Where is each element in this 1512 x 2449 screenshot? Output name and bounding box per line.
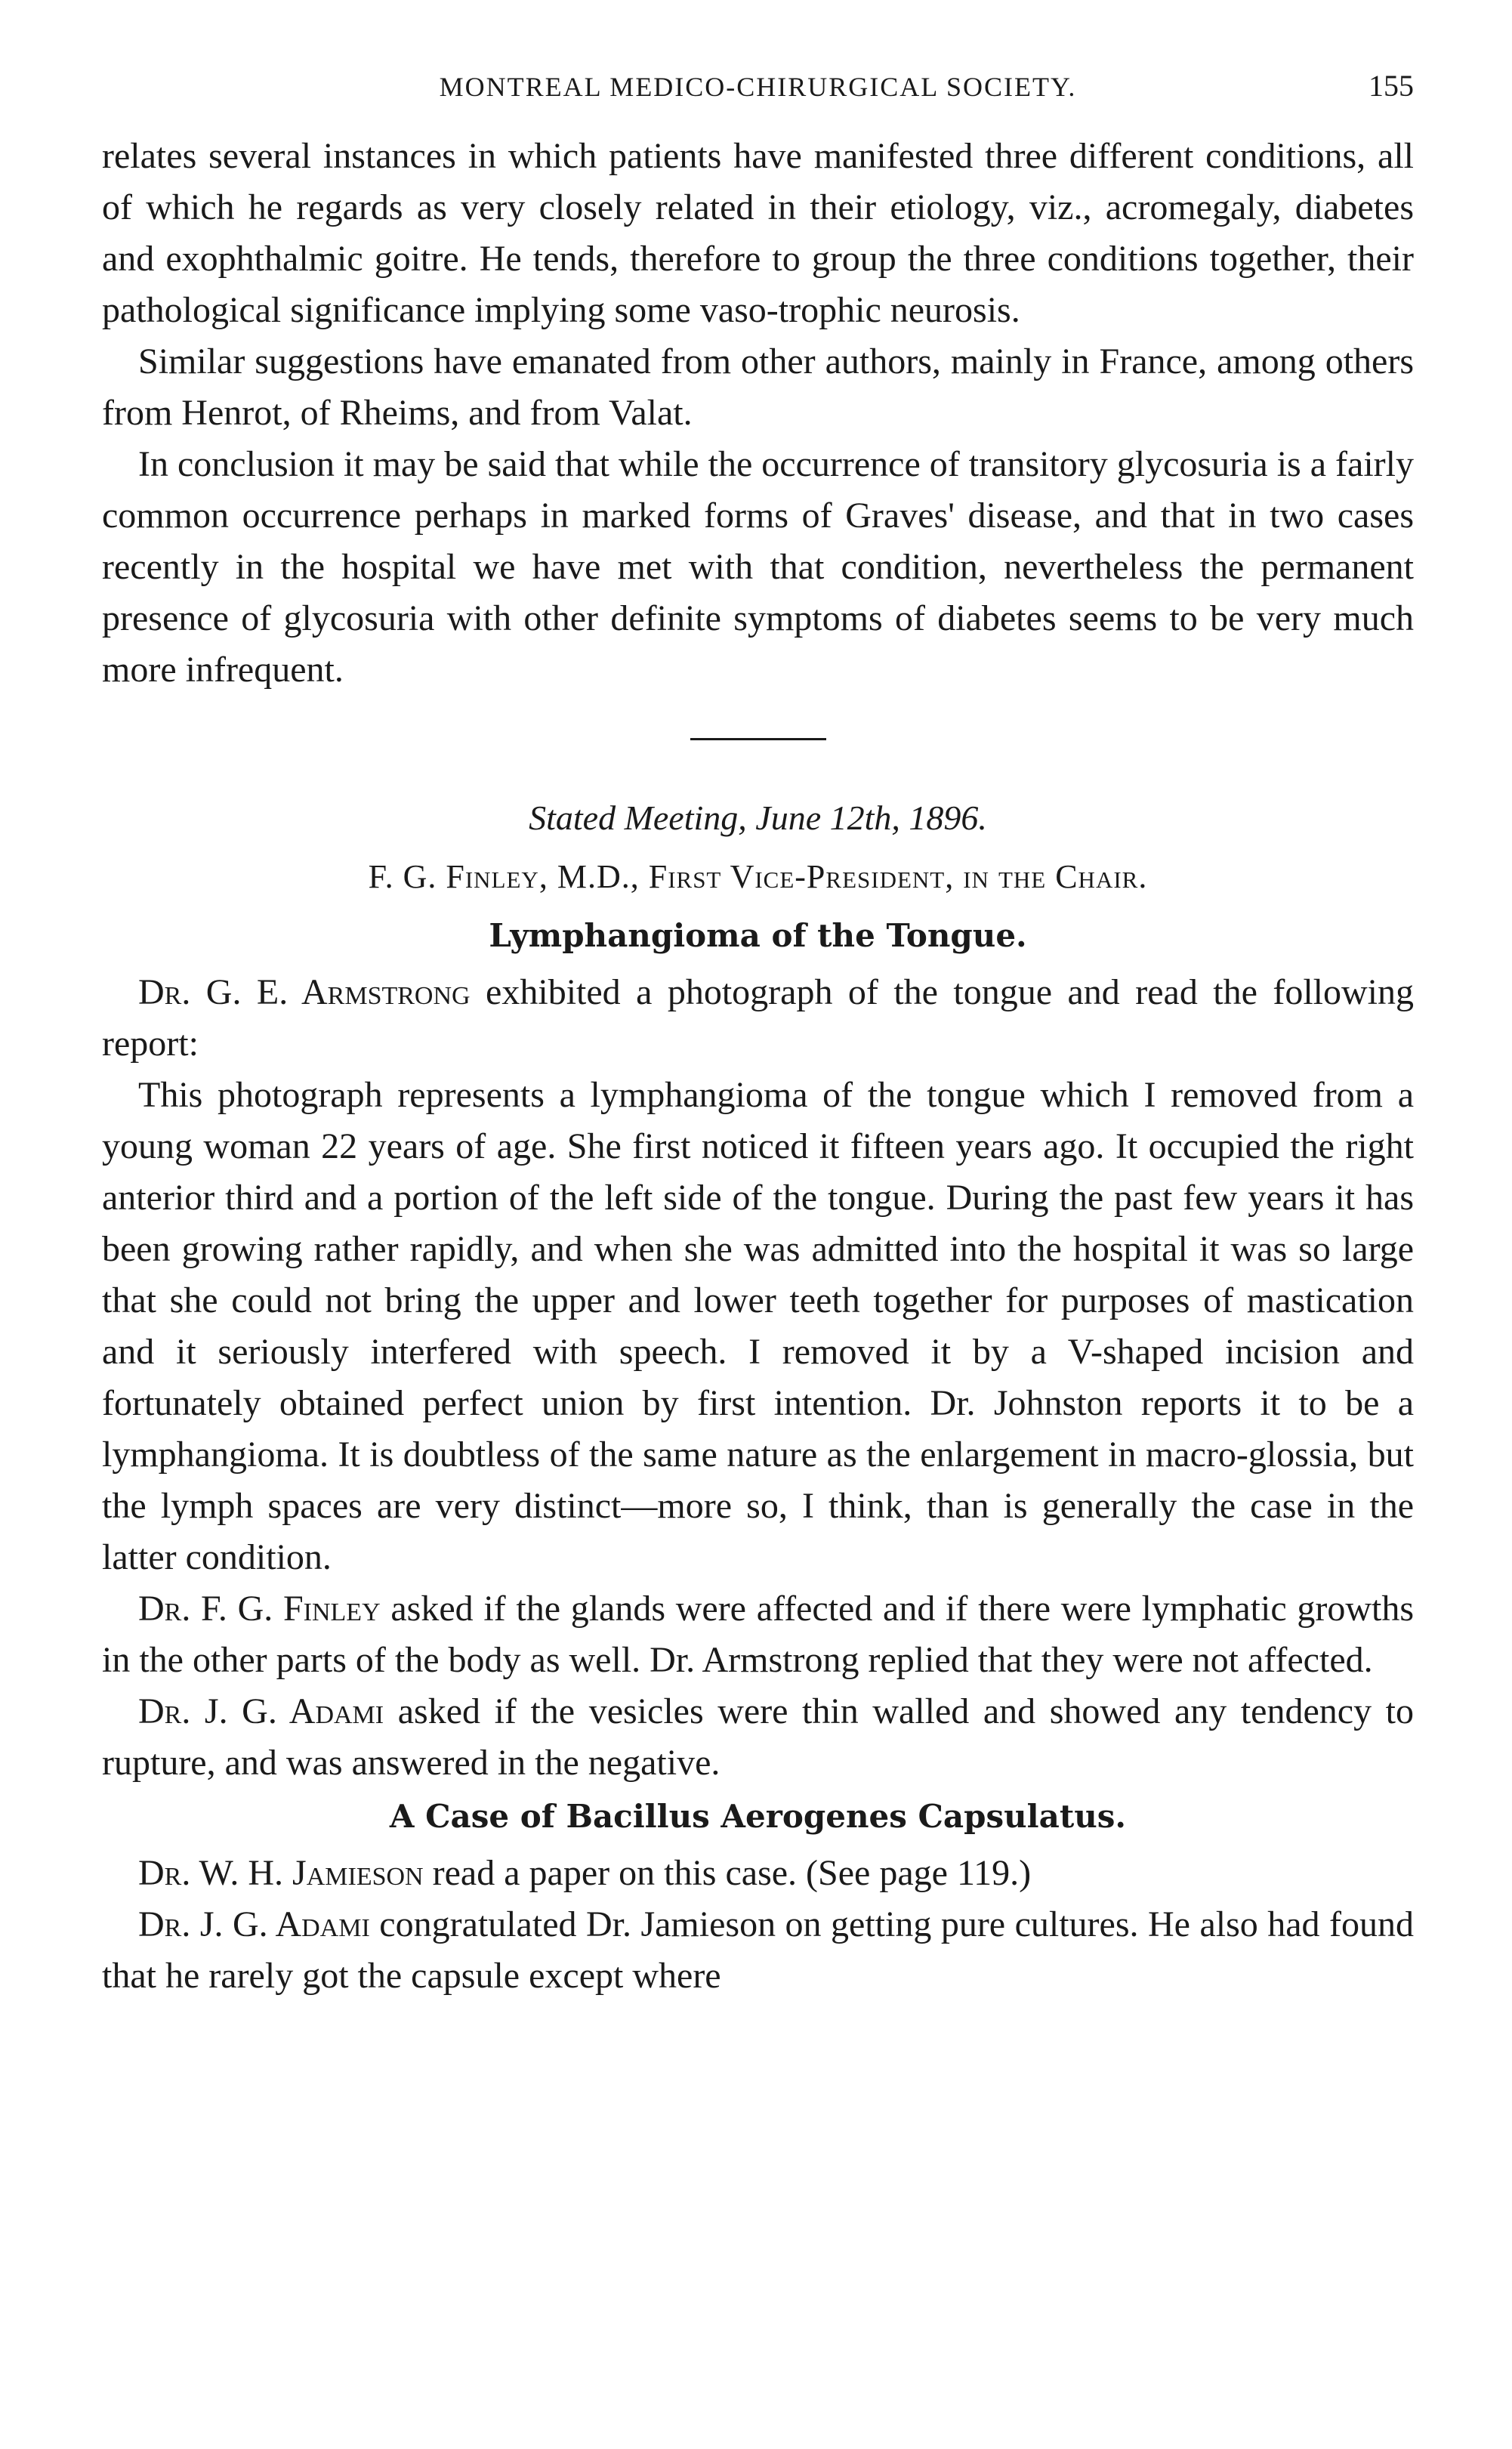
chair-suffix: in the Chair. [963,858,1148,895]
running-title: MONTREAL MEDICO-CHIRURGICAL SOCIETY. [439,72,1077,102]
section-heading-bacillus: A Case of Bacillus Aerogenes Capsulatus. [389,1798,1127,1835]
speaker-name: Dr. G. E. Armstrong [138,972,471,1012]
chair-name: F. G. Finley, M.D., First Vice-President, [368,858,955,895]
paragraph-report: This photograph represents a lymphangioma of the tongue which I removed from a young woman 22 years of age. She first noticed it fifteen years ago. It occupied the right anterior third and a portion of the left side of the tongue. During the past few years it has been growing rather rapidly, and when she was admitted into the hospital it was so large that she could not bring the upper and lower teeth together for purposes of mastication and it seriously interfered with speech. I removed it by a V-shaped incision and fortunately obtained perfect union by first intention. Dr. Johnston reports it to be a lymphangioma. It is doubtless of the same nature as the enlargement in macro-glossia, but the lymph spaces are very distinct—more so, I think, than is generally the case in the latter condition. [102,1075,1414,1577]
speaker-name: Dr. J. G. Adami [138,1904,370,1944]
meeting-title: Stated Meeting, June 12th, 1896. [529,798,987,837]
paragraph-text: asked if the vesicles were thin walled and showed any tendency to rupture, and was answered in the negative. [102,1691,1414,1783]
paragraph-continued: relates several instances in which patients have manifested three different conditions, all of which he regards as very closely related in their etiology, viz., acromegaly, diabetes and exophthalmic goitre. He tends, therefore to group the three conditions together, their pathological significance implying some vaso-trophic neurosis. [102,136,1414,330]
paragraph-conclusion: In conclusion it may be said that while the occurrence of transitory glycosuria is a fairly common occurrence perhaps in marked forms of Graves' disease, and that in two cases recently in the hospital we have met with that condition, nevertheless the permanent presence of glycosuria with other definite symptoms of diabetes seems to be very much more infrequent. [102,444,1414,690]
speaker-name: Dr. W. H. Jamieson [138,1853,424,1893]
paragraph-armstrong-exhibit [102,967,1414,1070]
paragraph-text: exhibited a photograph of the tongue and read the following report: [102,972,1415,1064]
speaker-name: Dr. F. G. Finley [138,1589,381,1629]
section-heading-lymphangioma: Lymphangioma of the Tongue. [489,917,1027,954]
speaker-name: Dr. J. G. Adami [138,1691,384,1731]
paragraph-finley-question [102,1583,1414,1686]
paragraph-jamieson-paper [102,1848,1414,1899]
paragraph-adami-question [102,1686,1414,1789]
paragraph-similar-suggestions: Similar suggestions have emanated from other authors, mainly in France, among others from Henrot, of Rheims, and from Valat. [102,341,1414,433]
page-number: 155 [1369,69,1414,103]
paragraph-text: congratulated Dr. Jamieson on getting pure cultures. He also had found that he rarely got the capsule except where [102,1904,1415,1996]
paragraph-text: read a paper on this case. (See page 119.) [432,1853,1032,1893]
paragraph-text: asked if the glands were affected and if there were lymphatic growths in the other parts of the body as well. Dr. Armstrong replied that they were not affected. [102,1589,1414,1680]
meeting-chair [102,852,1414,902]
section-divider [690,738,826,740]
running-head [102,68,1414,103]
paragraph-adami-congratulation [102,1899,1414,2002]
